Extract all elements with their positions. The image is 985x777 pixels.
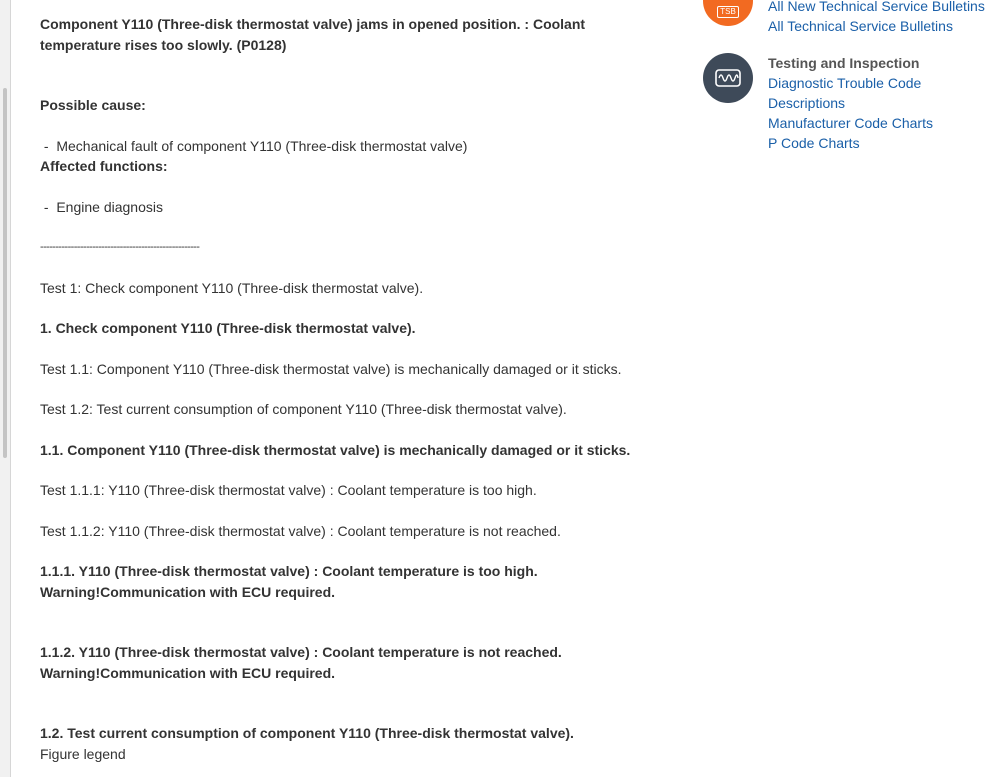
step-1-2-heading: 1.2. Test current consumption of component Y110 (Three-disk thermostat valve). xyxy=(40,725,574,741)
testing-title: Testing and Inspection xyxy=(768,55,920,71)
step-1-1-heading: 1.1. Component Y110 (Three-disk thermostat valve) is mechanically damaged or it sticks. xyxy=(40,441,631,458)
scrollbar-thumb[interactable] xyxy=(3,88,7,458)
test-1-1-1: Test 1.1.1: Y110 (Three-disk thermostat valve) : Coolant temperature is too high. xyxy=(40,482,537,498)
testing-links xyxy=(768,53,938,153)
test-1-1: Test 1.1: Component Y110 (Three-disk thermostat valve) is mechanically damaged or it sticks. xyxy=(40,360,622,377)
figure-legend: Figure legend xyxy=(40,745,126,762)
test-1-2: Test 1.2: Test current consumption of component Y110 (Three-disk thermostat valve). xyxy=(40,401,567,417)
p-code-charts-link[interactable]: P Code Charts xyxy=(768,135,860,151)
step-1-1-2-heading: 1.1.2. Y110 (Three-disk thermostat valve) : Coolant temperature is not reached. xyxy=(40,644,562,660)
step-1-1-1-heading: 1.1.1. Y110 (Three-disk thermostat valve) : Coolant temperature is too high. xyxy=(40,563,538,579)
tsb-icon-label: TSB xyxy=(717,6,739,18)
possible-cause-label: Possible cause: xyxy=(40,97,146,113)
sidebar xyxy=(703,0,985,777)
test-1-1-2: Test 1.1.2: Y110 (Three-disk thermostat valve) : Coolant temperature is not reached. xyxy=(40,522,561,539)
article-content xyxy=(40,14,660,764)
left-scrollbar[interactable] xyxy=(0,0,11,777)
dtc-descriptions-link[interactable]: Diagnostic Trouble Code Descriptions xyxy=(768,75,922,111)
divider-line: ---------------------------------------------------- xyxy=(40,241,200,253)
affected-functions-label: Affected functions: xyxy=(40,158,168,174)
waveform-icon xyxy=(715,69,741,87)
step-1-1-1-warning: Warning!Communication with ECU required. xyxy=(40,583,336,600)
tsb-links xyxy=(768,0,985,36)
step-1-heading: 1. Check component Y110 (Three-disk thermostat valve). xyxy=(40,320,416,336)
possible-cause-item: - Mechanical fault of component Y110 (Three-disk thermostat valve) xyxy=(40,137,468,154)
test-1: Test 1: Check component Y110 (Three-disk thermostat valve). xyxy=(40,279,424,296)
manufacturer-code-charts-link[interactable]: Manufacturer Code Charts xyxy=(768,115,933,131)
all-new-tsb-link[interactable]: All New Technical Service Bulletins xyxy=(768,0,985,14)
all-tsb-link[interactable]: All Technical Service Bulletins xyxy=(768,18,953,34)
oscilloscope-icon[interactable] xyxy=(703,53,753,103)
affected-function-item: - Engine diagnosis xyxy=(40,198,163,215)
step-1-1-2-warning: Warning!Communication with ECU required. xyxy=(40,664,336,681)
tsb-icon[interactable] xyxy=(703,0,753,26)
article-heading: Component Y110 (Three-disk thermostat valve) jams in opened position. : Coolant temperature rises too slowly. (P0128) xyxy=(40,16,586,53)
